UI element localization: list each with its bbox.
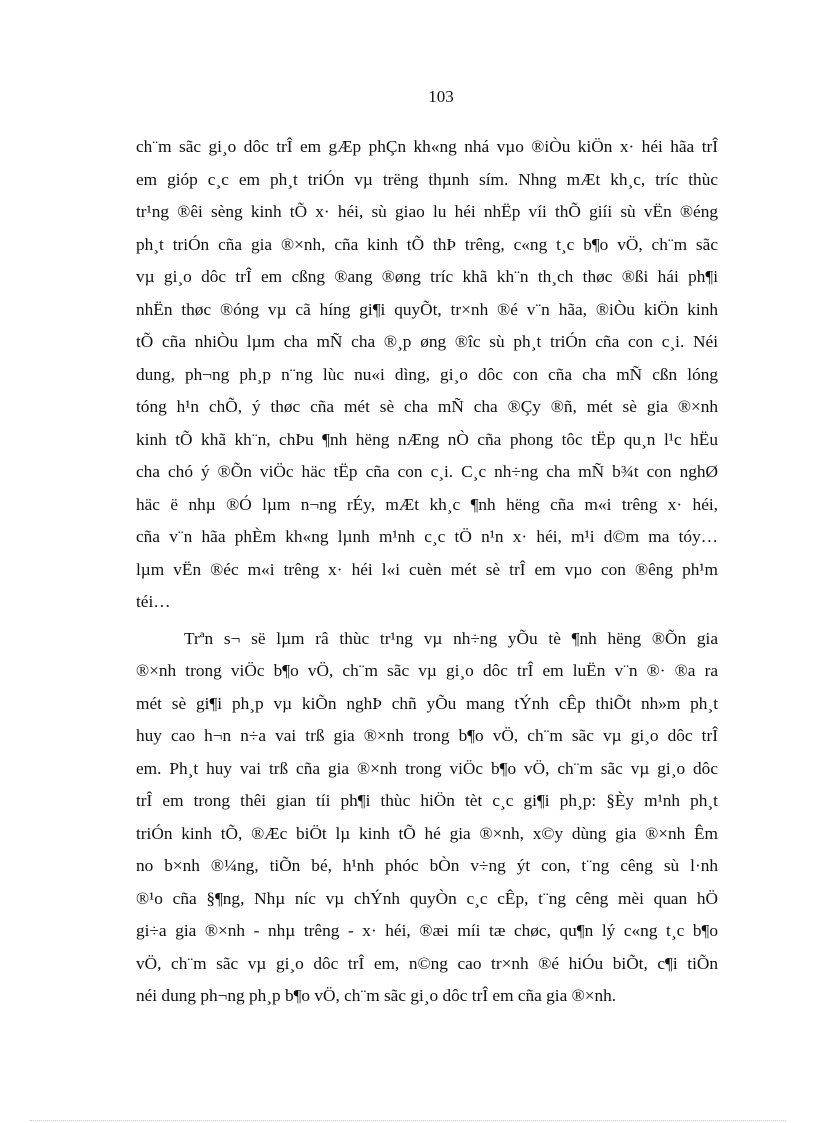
text-line: tr¹ng ®êi sèng kinh tÕ x· héi, sù giao lu héi nhËp víi thÕ giíi sù vËn ®éng bbox=[136, 202, 718, 221]
text-line: ph¸t triÓn cña gia ®×nh, cña kinh tÕ thÞ trêng, c«ng t¸c b¶o vÖ, ch¨m sãc bbox=[136, 234, 718, 254]
text-line: nhËn thøc ®óng vµ cã híng gi¶i quyÕt, tr×nh ®é v¨n hãa, ®iÒu kiÖn kinh bbox=[136, 299, 718, 319]
text-line: gi÷a gia ®×nh - nhµ trêng - x· héi, ®æi míi tæ chøc, qu¶n lý c«ng t¸c b¶o bbox=[136, 921, 718, 940]
text-line: ®×nh trong viÖc b¶o vÖ, ch¨m sãc vµ gi¸o dôc trÎ em luËn v¨n ®· ®a ra bbox=[136, 661, 718, 680]
text-line: no b×nh ®¼ng, tiÕn bé, h¹nh phóc bÒn v÷ng ýt con, t¨ng cêng sù l·nh bbox=[136, 856, 718, 875]
text-line: triÓn kinh tÕ, ®Æc biÖt lµ kinh tÕ hé gia ®×nh, x©y dùng gia ®×nh Êm bbox=[136, 823, 718, 843]
text-line: cha chó ý ®Õn viÖc häc tËp cña con c¸i. C¸c nh÷ng cha mÑ b¾t con nghØ bbox=[136, 462, 718, 481]
paragraph-1 bbox=[136, 131, 718, 619]
text-line: kinh tÕ khã kh¨n, chÞu ¶nh hëng nÆng nÒ cña phong tôc tËp qu¸n l¹c hËu bbox=[136, 429, 718, 449]
text-line: vµ gi¸o dôc trÎ em cßng ®ang ®øng tríc khã kh¨n th¸ch thøc ®ßi hái ph¶i bbox=[136, 267, 718, 286]
text-line: häc ë nhµ ®Ó lµm n¬ng rÉy, mÆt kh¸c ¶nh hëng cña m«i trêng x· héi, bbox=[136, 494, 718, 514]
text-line: em gióp c¸c em ph¸t triÓn vµ trëng thµnh sím. Nhng mÆt kh¸c, tríc thùc bbox=[136, 169, 718, 189]
paragraph-2 bbox=[136, 623, 718, 1013]
text-line: vÖ, ch¨m sãc vµ gi¸o dôc trÎ em, n©ng cao tr×nh ®é hiÓu biÕt, c¶i tiÕn bbox=[136, 953, 718, 973]
text-line: dung, ph¬ng ph¸p n¨ng lùc nu«i dìng, gi¸o dôc con cña cha mÑ cßn lóng bbox=[136, 364, 718, 384]
page-bottom-rule bbox=[30, 1120, 786, 1121]
text-line: huy cao h¬n n÷a vai trß gia ®×nh trong b¶o vÖ, ch¨m sãc vµ gi¸o dôc trÎ bbox=[136, 726, 718, 745]
text-line: lµm vËn ®éc m«i trêng x· héi l«i cuèn mét sè trÎ em vµo con ®êng ph¹m bbox=[136, 559, 718, 579]
text-line: néi dung ph¬ng ph¸p b¶o vÖ, ch¨m sãc gi¸o dôc trÎ em cña gia ®×nh. bbox=[136, 986, 617, 1005]
text-line: téi… bbox=[136, 592, 171, 611]
text-line: trÎ em trong thêi gian tíi ph¶i thùc hiÖn tèt c¸c gi¶i ph¸p: §Èy m¹nh ph¸t bbox=[136, 791, 718, 810]
text-line: em. Ph¸t huy vai trß cña gia ®×nh trong viÖc b¶o vÖ, ch¨m sãc vµ gi¸o dôc bbox=[136, 758, 718, 778]
text-line: cña v¨n hãa phÈm kh«ng lµnh m¹nh c¸c tÖ n¹n x· héi, m¹i d©m ma tóy… bbox=[136, 527, 718, 546]
text-line: Trªn s¬ së lµm râ thùc tr¹ng vµ nh÷ng yÕu tè ¶nh hëng ®Õn gia bbox=[184, 628, 718, 648]
text-line: ch¨m sãc gi¸o dôc trÎ em gÆp phÇn kh«ng nhá vµo ®iÒu kiÖn x· héi hãa trÎ bbox=[136, 137, 718, 156]
page-number: 103 bbox=[428, 87, 454, 106]
text-line: ®¹o cña §¶ng, Nhµ níc vµ chÝnh quyÒn c¸c cÊp, t¨ng cêng mèi quan hÖ bbox=[136, 888, 718, 908]
text-line: tóng h¹n chÕ, ý thøc cña mét sè cha mÑ cha ®Çy ®ñ, mét sè gia ®×nh bbox=[136, 397, 718, 416]
body-text bbox=[136, 131, 718, 1013]
text-line: mét sè gi¶i ph¸p vµ kiÕn nghÞ chñ yÕu mang tÝnh cÊp thiÕt nh»m ph¸t bbox=[136, 693, 718, 713]
text-line: tÕ cña nhiÒu lµm cha mÑ cha ®¸p øng ®îc sù ph¸t triÓn cña con c¸i. Néi bbox=[136, 332, 718, 351]
